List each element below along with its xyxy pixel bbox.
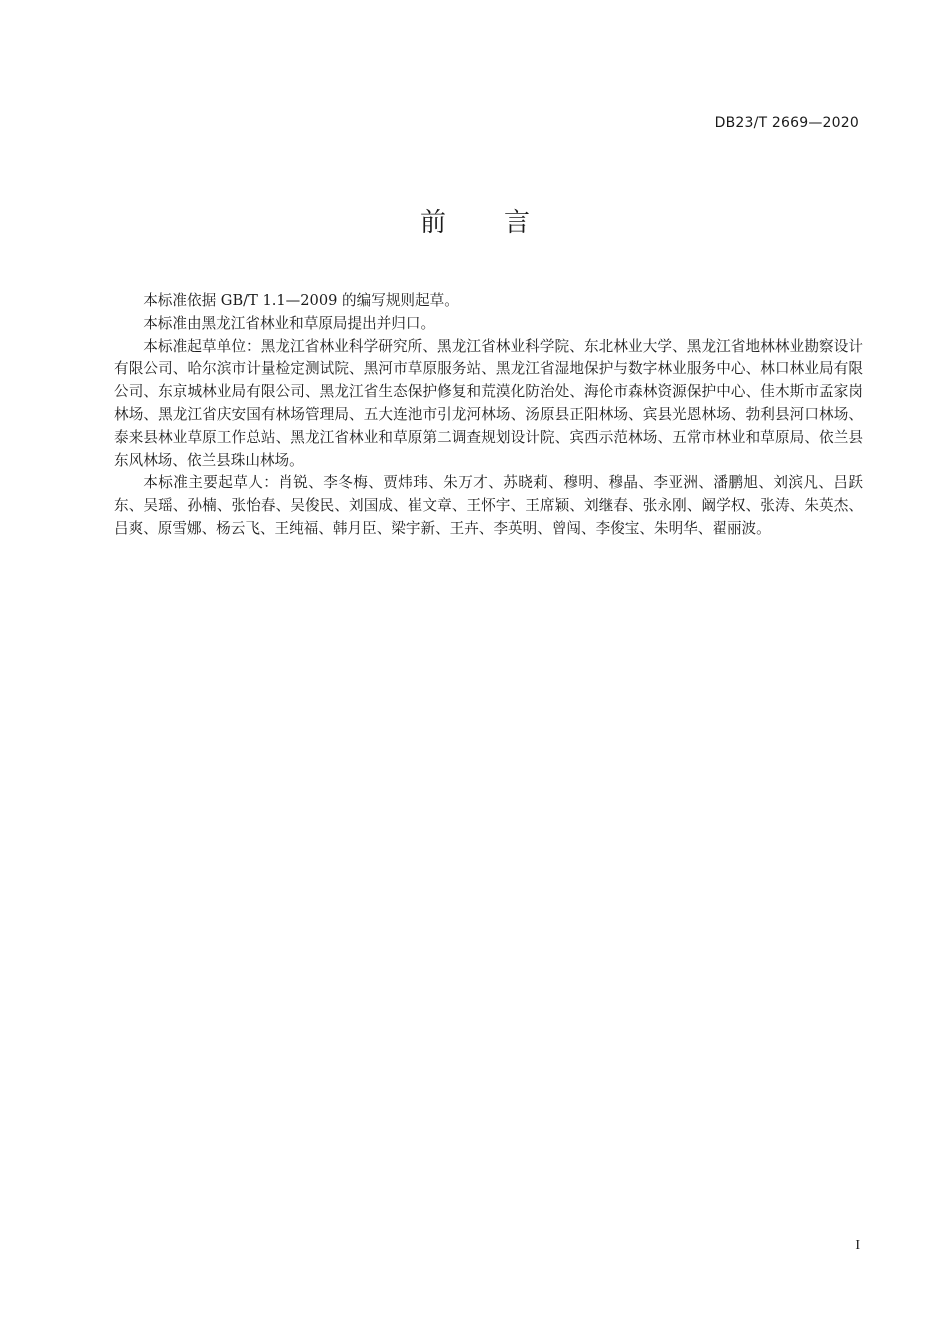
document-code: DB23/T 2669—2020 <box>714 115 859 131</box>
page-title: 前言 <box>419 208 588 238</box>
paragraph-drafting-rules: 本标准依据 GB/T 1.1—2009 的编写规则起草。 <box>143 292 459 309</box>
paragraph-drafting-units: 本标准起草单位：黑龙江省林业科学研究所、黑龙江省林业科学院、东北林业大学、黑龙江省地林林业勘察设计有限公司、哈尔滨市计量检定测试院、黑河市草原服务站、黑龙江省湿地保护与数字林业服务中心、林口林业局有限公司、东京城林业局有限公司、黑龙江省生态保护修复和荒漠化防治处、海伦市森林资源保护中心、佳木斯市孟家岗林场、黑龙江省庆安国有林场管理局、五大连池市引龙河林场、汤原县正阳林场、宾县光恩林场、勃利县河口林场、泰来县林业草原工作总站、黑龙江省林业和草原第二调查规划设计院、宾西示范林场、五常市林业和草原局、依兰县东风林场、依兰县珠山林场。 <box>114 337 863 469</box>
paragraph-proposer: 本标准由黑龙江省林业和草原局提出并归口。 <box>143 314 436 332</box>
foreword-body <box>114 290 863 541</box>
page-number: I <box>855 1238 860 1253</box>
paragraph-drafters: 本标准主要起草人：肖锐、李冬梅、贾炜玮、朱万才、苏晓莉、穆明、穆晶、李亚洲、潘鹏旭、刘滨凡、吕跃东、吴瑶、孙楠、张怡春、吴俊民、刘国成、崔文章、王怀宇、王席颖、刘继春、张永刚、阚学权、张涛、朱英杰、吕爽、原雪娜、杨云飞、王纯福、韩月臣、梁宇新、王卉、李英明、曾闯、李俊宝、朱明华、翟丽波。 <box>114 474 863 537</box>
